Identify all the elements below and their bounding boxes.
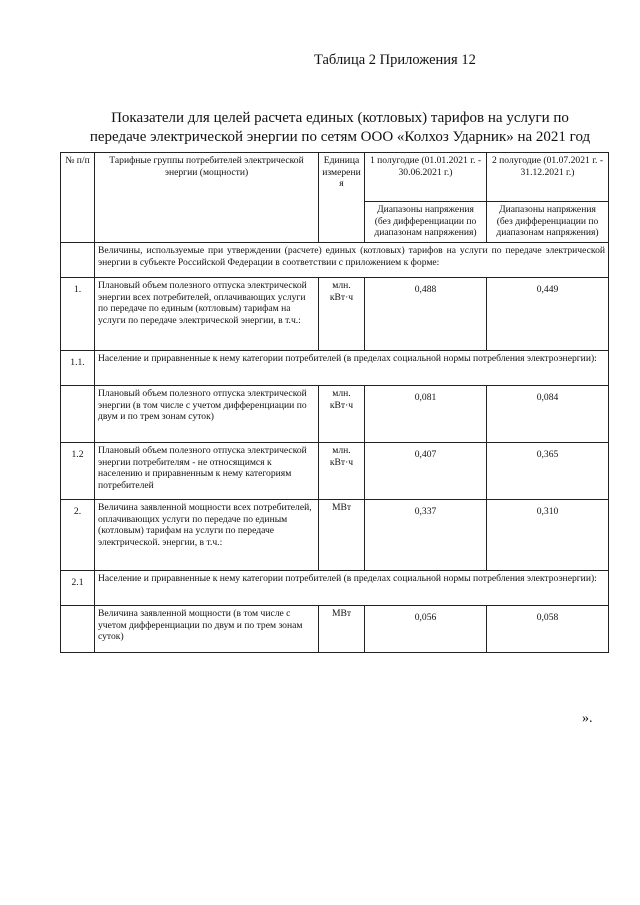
row-name: Плановый объем полезного отпуска электрической энергии (в том числе с учетом дифференциации по двум и по трем зонам суток): [95, 386, 319, 443]
row-value-h2: 0,084: [487, 386, 609, 443]
header-num: № п/п: [61, 153, 95, 243]
intro-text: Величины, используемые при утверждении (расчете) единых (котловых) тарифов на услуги по передаче электрической энергии в субъекте Российской Федерации в соответствии с приложением к форме:: [95, 243, 609, 278]
row-value-h1: 0,056: [365, 606, 487, 653]
row-value-h2: 0,310: [487, 500, 609, 571]
document-title: [60, 109, 620, 147]
row-value-h2: 0,058: [487, 606, 609, 653]
table-caption-text: Таблица 2 Приложения 12: [314, 52, 476, 68]
row-num: 1.2: [61, 443, 95, 500]
header-half-2: 2 полугодие (01.07.2021 г. - 31.12.2021 г.): [487, 153, 609, 202]
row-unit: млн. кВт·ч: [319, 386, 365, 443]
table-row: [61, 500, 609, 571]
row-unit: млн. кВт·ч: [319, 278, 365, 351]
table-row: [61, 443, 609, 500]
row-value-h2: 0,449: [487, 278, 609, 351]
header-unit: Единица измерения: [319, 153, 365, 243]
row-num: 1.: [61, 278, 95, 351]
row-num-empty: [61, 606, 95, 653]
table-row: [61, 278, 609, 351]
row-unit: МВт: [319, 500, 365, 571]
row-name: Плановый объем полезного отпуска электрической энергии потребителям - не относящимся к населению и приравненным к нему категориям потребителей: [95, 443, 319, 500]
row-section-text: Население и приравненные к нему категории потребителей (в пределах социальной нормы потребления электроэнергии):: [95, 571, 609, 606]
row-section-text: Население и приравненные к нему категории потребителей (в пределах социальной нормы потребления электроэнергии):: [95, 351, 609, 386]
row-value-h1: 0,407: [365, 443, 487, 500]
table-row: [61, 351, 609, 386]
row-num: 1.1.: [61, 351, 95, 386]
row-value-h1: 0,337: [365, 500, 487, 571]
table-row: [61, 243, 609, 278]
table-row: [61, 571, 609, 606]
tariff-table: [60, 152, 609, 653]
row-num-empty: [61, 243, 95, 278]
row-unit: МВт: [319, 606, 365, 653]
row-num-empty: [61, 386, 95, 443]
row-num: 2.1: [61, 571, 95, 606]
table-row: [61, 386, 609, 443]
table-row: [61, 606, 609, 653]
row-unit: млн. кВт·ч: [319, 443, 365, 500]
header-range-2: Диапазоны напряжения (без дифференциации по диапазонам напряжения): [487, 202, 609, 243]
row-num: 2.: [61, 500, 95, 571]
row-name: Плановый объем полезного отпуска электрической энергии всех потребителей, оплачивающих услуги по передаче по единым (котловым) тарифам на услуги по передаче электрической энергии, в т.ч.:: [95, 278, 319, 351]
row-value-h1: 0,081: [365, 386, 487, 443]
header-range-1: Диапазоны напряжения (без дифференциации по диапазонам напряжения): [365, 202, 487, 243]
title-line-2: передаче электрической энергии по сетям ООО «Колхоз Ударник» на 2021 год: [89, 129, 591, 145]
row-value-h1: 0,488: [365, 278, 487, 351]
row-name: Величина заявленной мощности всех потребителей, оплачивающих услуги по передаче по единым (котловым) тарифам на услуги по передаче электрической. энергии, в т.ч.:: [95, 500, 319, 571]
title-line-1: Показатели для целей расчета единых (котловых) тарифов на услуги по: [111, 110, 569, 126]
header-groups: Тарифные группы потребителей электрической энергии (мощности): [95, 153, 319, 243]
row-name: Величина заявленной мощности (в том числе с учетом дифференциации по двум и по трем зонам суток): [95, 606, 319, 653]
header-half-1: 1 полугодие (01.01.2021 г. - 30.06.2021 г.): [365, 153, 487, 202]
row-value-h2: 0,365: [487, 443, 609, 500]
header-row: [61, 153, 609, 202]
closing-quote: ».: [582, 711, 593, 726]
